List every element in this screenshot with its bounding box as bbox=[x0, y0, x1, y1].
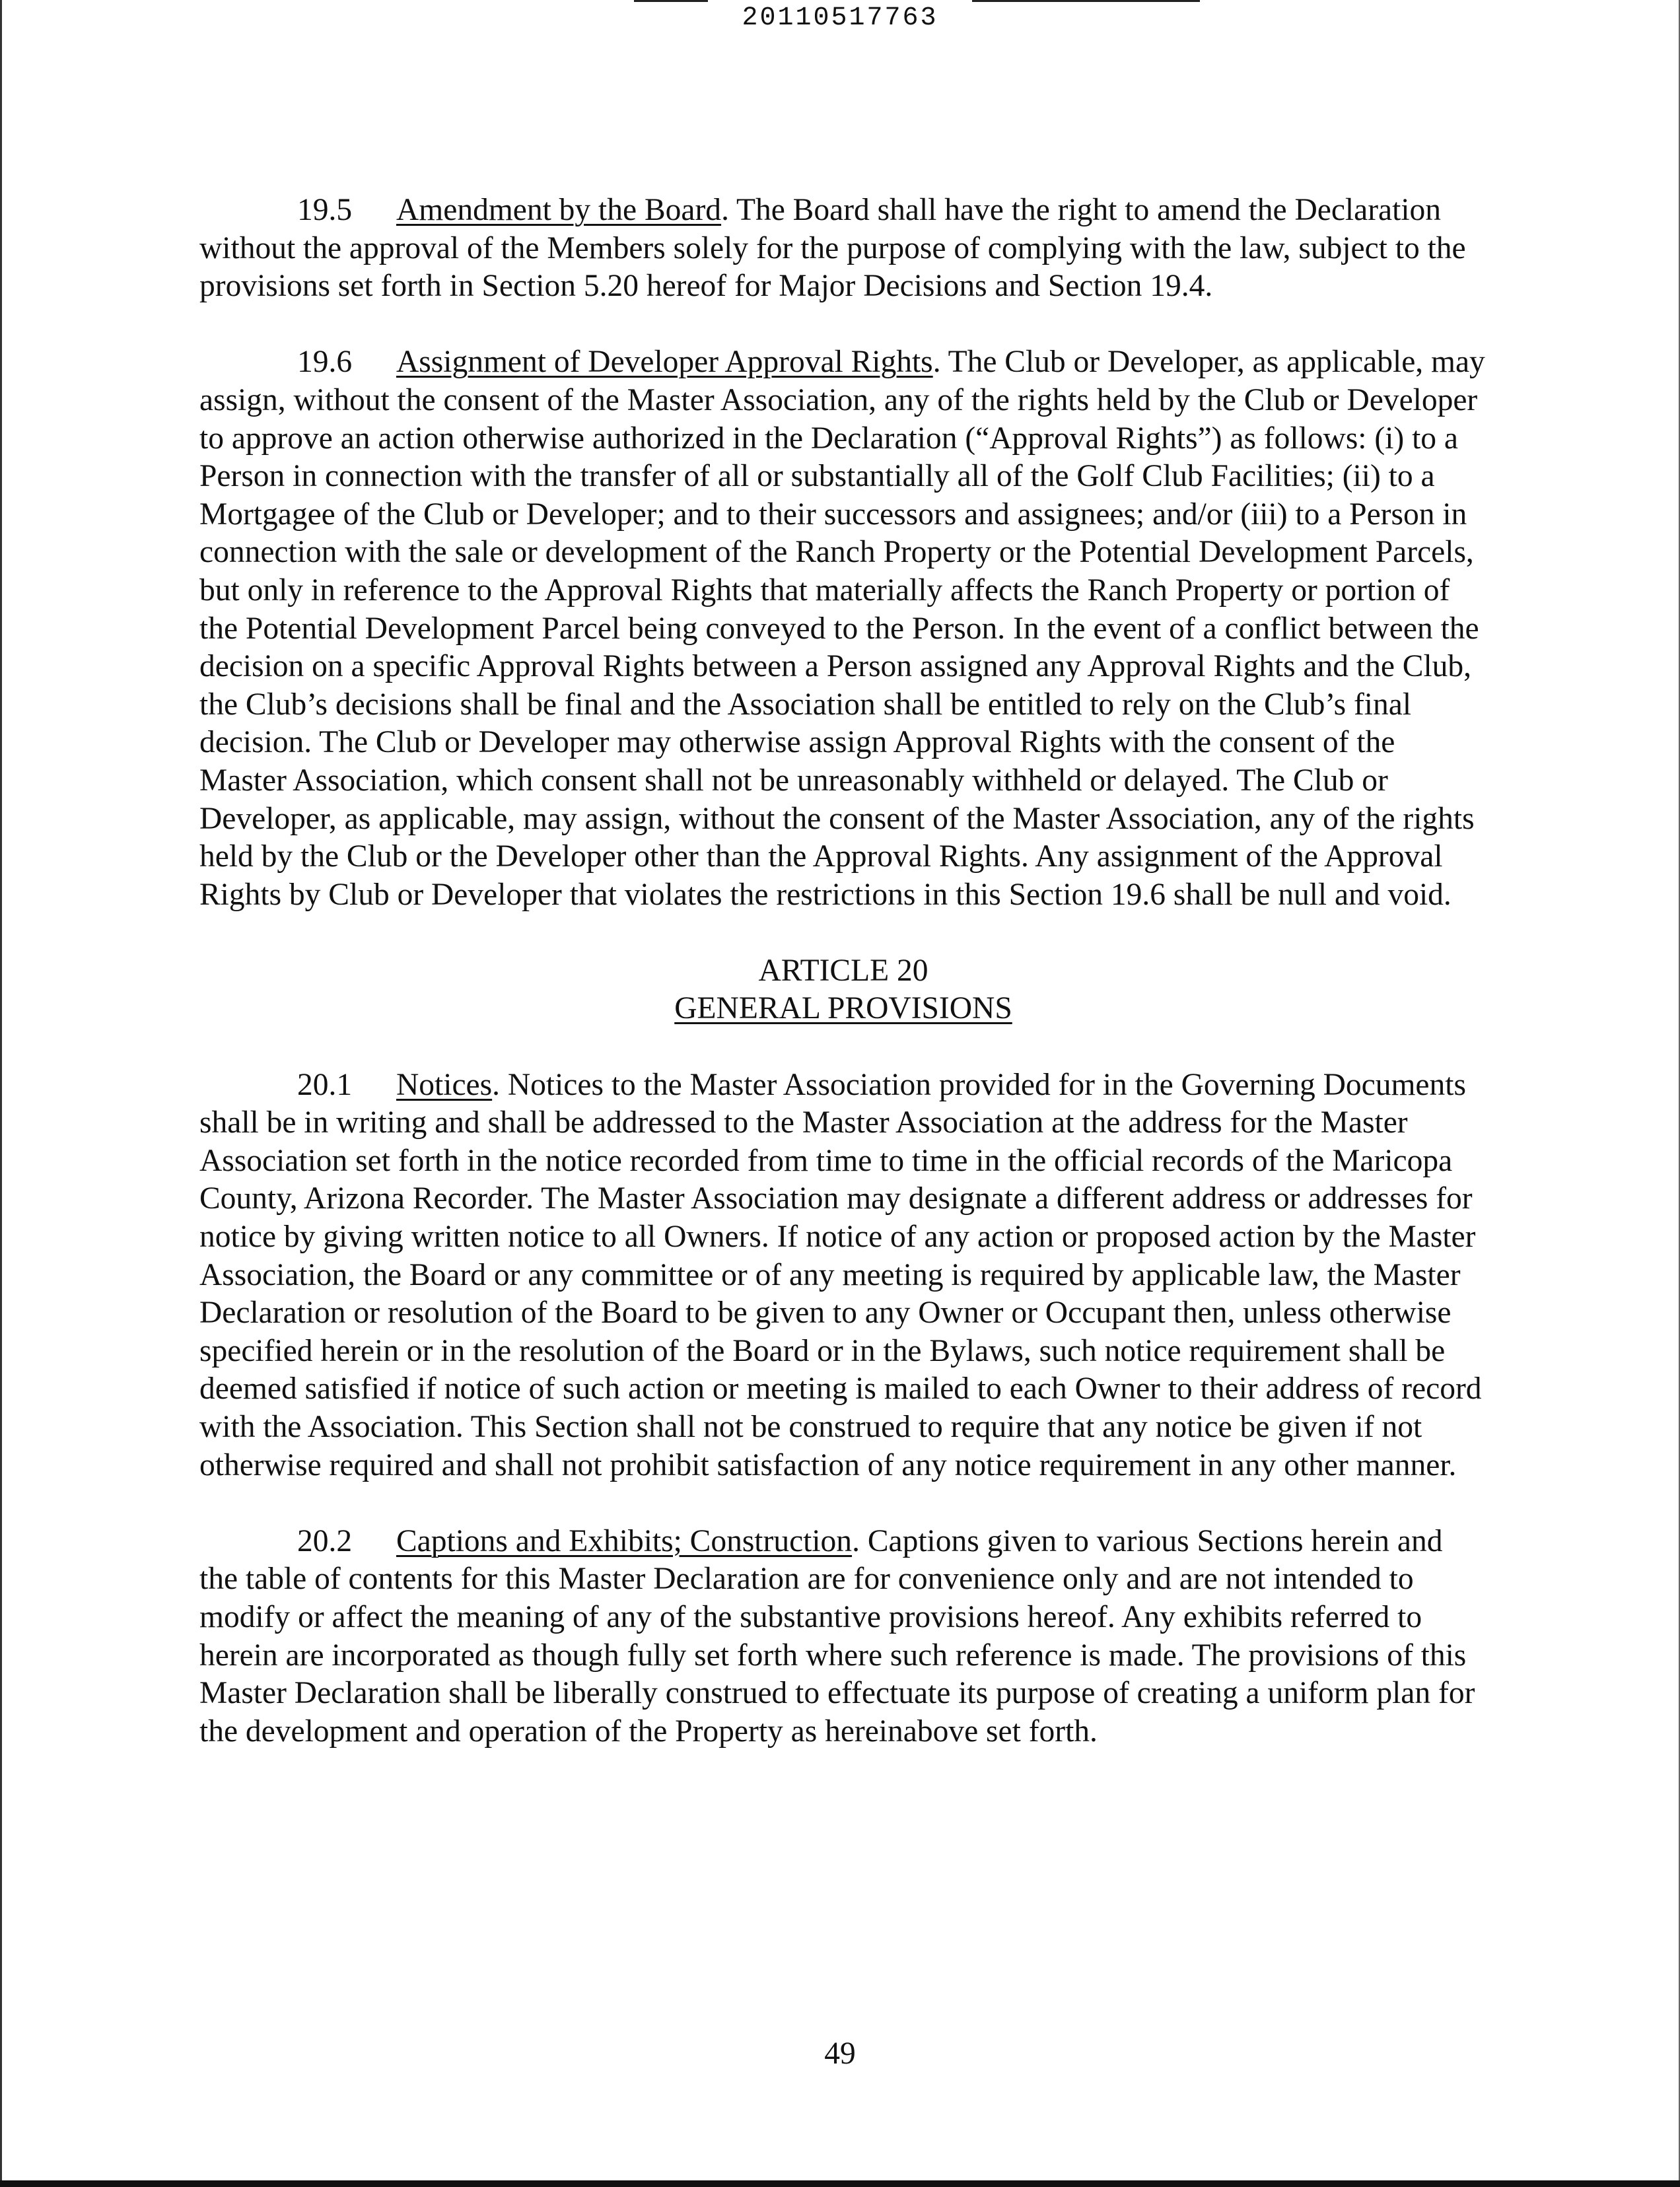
article-label: ARTICLE 20 bbox=[758, 953, 928, 988]
section-title: Notices bbox=[396, 1067, 493, 1102]
document-body bbox=[199, 191, 1487, 1789]
section-20-2 bbox=[199, 1523, 1487, 1751]
section-19-6 bbox=[199, 343, 1487, 914]
section-text: . The Club or Developer, as applicable, may assign, without the consent of the Master Association, any of the rights held by the Club or Developer to approve an action otherwise authorized in the Declaration (“Approval Rights”) as follows: (i) to a Person in connection with the transfer of all or substantially all of the Golf Club Facilities; (ii) to a Mortgagee of the Club or Developer; and to their successors and assignees; and/or (iii) to a Person in connection with the sale or development of the Ranch Property or the Potential Development Parcels, but only in reference to the Approval Rights that materially affects the Ranch Property or portion of the Potential Development Parcel being conveyed to the Person. In the event of a conflict between the decision on a specific Approval Rights between a Person assigned any Approval Rights and the Club, the Club’s decisions shall be final and the Association shall be entitled to rely on the Club’s final decision. The Club or Developer may otherwise assign Approval Rights with the consent of the Master Association, which consent shall not be unreasonably withheld or delayed. The Club or Developer, as applicable, may assign, without the consent of the Master Association, any of the rights held by the Club or the Developer other than the Approval Rights. Any assignment of the Approval Rights by Club or Developer that violates the restrictions in this Section 19.6 shall be null and void. bbox=[199, 345, 1485, 912]
article-title: GENERAL PROVISIONS bbox=[674, 991, 1012, 1026]
section-title: Captions and Exhibits; Construction bbox=[396, 1523, 853, 1558]
section-title: Assignment of Developer Approval Rights bbox=[396, 345, 933, 380]
section-text: . Notices to the Master Association provided for in the Governing Documents shall be in writing and shall be addressed to the Master Association at the address for the Master Association set forth in the notice recorded from time to time in the official records of the Maricopa County, Arizona Recorder. The Master Association may designate a different address or addresses for notice by giving written notice to all Owners. If notice of any action or proposed action by the Master Association, the Board or any committee or of any meeting is required by applicable law, the Master Declaration or resolution of the Board to be given to any Owner or Occupant then, unless otherwise specified herein or in the resolution of the Board or in the Bylaws, such notice requirement shall be deemed satisfied if notice of such action or meeting is mailed to each Owner to their address of record with the Association. This Section shall not be construed to require that any notice be given if not otherwise required and shall not prohibit satisfaction of any notice requirement in any other manner. bbox=[199, 1067, 1482, 1482]
scan-edge-left bbox=[0, 0, 2, 2187]
section-number: 20.2 bbox=[297, 1523, 353, 1558]
section-number: 19.6 bbox=[297, 345, 353, 380]
recording-number: 20110517763 bbox=[742, 3, 938, 33]
page-number: 49 bbox=[824, 2036, 856, 2071]
section-text: . Captions given to various Sections herein and the table of contents for this Master Declaration are for convenience only and are not intended to modify or affect the meaning of any of the substantive provisions hereof. Any exhibits referred to herein are incorporated as though fully set forth where such reference is made. The provisions of this Master Declaration shall be liberally construed to effectuate its purpose of creating a uniform plan for the development and operation of the Property as hereinabove set forth. bbox=[199, 1523, 1475, 1749]
scan-edge-bottom bbox=[0, 2180, 1680, 2187]
section-title: Amendment by the Board bbox=[396, 193, 722, 227]
section-number: 20.1 bbox=[297, 1067, 353, 1102]
section-20-1 bbox=[199, 1066, 1487, 1485]
section-text: . The Board shall have the right to amend the Declaration without the approval of the Members solely for the purpose of complying with the law, subject to the provisions set forth in Section 5.20 hereof for Major Decisions and Section 19.4. bbox=[199, 193, 1466, 304]
section-number: 19.5 bbox=[297, 193, 353, 227]
article-heading bbox=[199, 952, 1487, 1028]
section-19-5 bbox=[199, 191, 1487, 306]
